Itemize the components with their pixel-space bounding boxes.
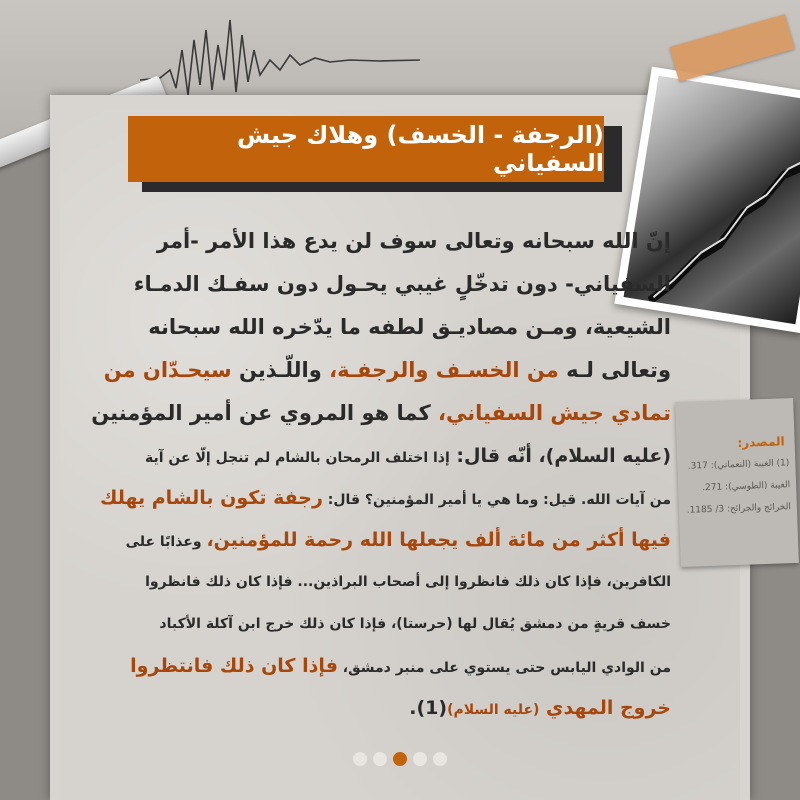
- text-line-5: [66, 392, 671, 435]
- text-line-4: [66, 349, 671, 392]
- highlight-segment: خروج المهدي: [539, 697, 671, 719]
- highlight-segment: تمادي جيش السفياني،: [437, 401, 671, 425]
- text-segment: من آيات الله. قيل: وما هي يا أمير المؤمنين؟ قال:: [322, 492, 671, 508]
- source-note: [675, 398, 799, 567]
- highlight-segment: (عليه السلام): [447, 702, 540, 718]
- text-line-11: [66, 645, 671, 687]
- page-dot-3[interactable]: [393, 752, 407, 766]
- text-line-12: [66, 687, 671, 729]
- source-line-2: الغيبة (الطوسي): 271.: [702, 480, 791, 494]
- page-dot-5[interactable]: [433, 752, 447, 766]
- page-title: (الرجفة - الخسف) وهلاك جيش السفياني: [237, 121, 604, 177]
- text-segment: واللّـذين: [231, 358, 330, 382]
- text-segment: كما هو المروي عن أمير المؤمنين: [91, 401, 438, 425]
- source-title: المصدر:: [737, 434, 785, 450]
- text-line-2: السفياني- دون تدخّلٍ غيبي يحـول دون سفـك الدمـاء: [133, 272, 671, 296]
- text-segment: وتعالى لـه: [558, 358, 671, 382]
- text-segment: إذا اختلف الرمحان بالشام لم تنجل إلّا عن آية: [145, 450, 450, 466]
- highlight-segment: سيحـدّان من: [103, 358, 232, 382]
- text-line-10: خسف قريةٍ من دمشق يُقال لها (حرستا)، فإذا كان ذلك خرج ابن آكلة الأكباد: [159, 616, 671, 632]
- highlight-segment: من الخسـف والرجفـة،: [329, 358, 559, 382]
- text-line-3: الشيعية، ومـن مصاديـق لطفه ما يدّخره الله سبحانه: [148, 315, 671, 339]
- highlight-segment: رجفة تكون بالشام يهلك: [100, 487, 323, 509]
- text-segment: وعذابًا على: [125, 534, 207, 550]
- footnote-ref: (1).: [409, 697, 448, 719]
- main-text: [66, 220, 671, 729]
- seismograph-graphic: [140, 10, 420, 100]
- source-line-1: (1) الغيبة (النعماني): 317.: [687, 458, 790, 472]
- highlight-segment: فإذا كان ذلك فانتظروا: [130, 655, 338, 677]
- highlight-segment: فيها أكثر من مائة ألف يجعلها الله رحمة للمؤمنين،: [206, 529, 671, 551]
- page-dot-1[interactable]: [353, 752, 367, 766]
- text-line-9: الكافرين، فإذا كان ذلك فانظروا إلى أصحاب البراذين... فإذا كان ذلك فانظروا: [145, 574, 671, 590]
- text-segment: (عليه السلام)، أنّه قال:: [449, 445, 671, 467]
- text-line-1: إنّ الله سبحانه وتعالى سوف لن يدع هذا الأمر -أمر: [156, 229, 671, 253]
- text-segment: من الوادي اليابس حتى يستوي على منبر دمشق،: [337, 660, 671, 676]
- text-line-7: [66, 477, 671, 519]
- source-line-3: الخرائج والجرائح: 3/ 1185.: [686, 502, 792, 516]
- text-line-8: [66, 519, 671, 561]
- title-banner: [128, 116, 604, 182]
- pagination-dots: [0, 752, 800, 766]
- text-line-6: [66, 435, 671, 477]
- page-dot-4[interactable]: [413, 752, 427, 766]
- page-dot-2[interactable]: [373, 752, 387, 766]
